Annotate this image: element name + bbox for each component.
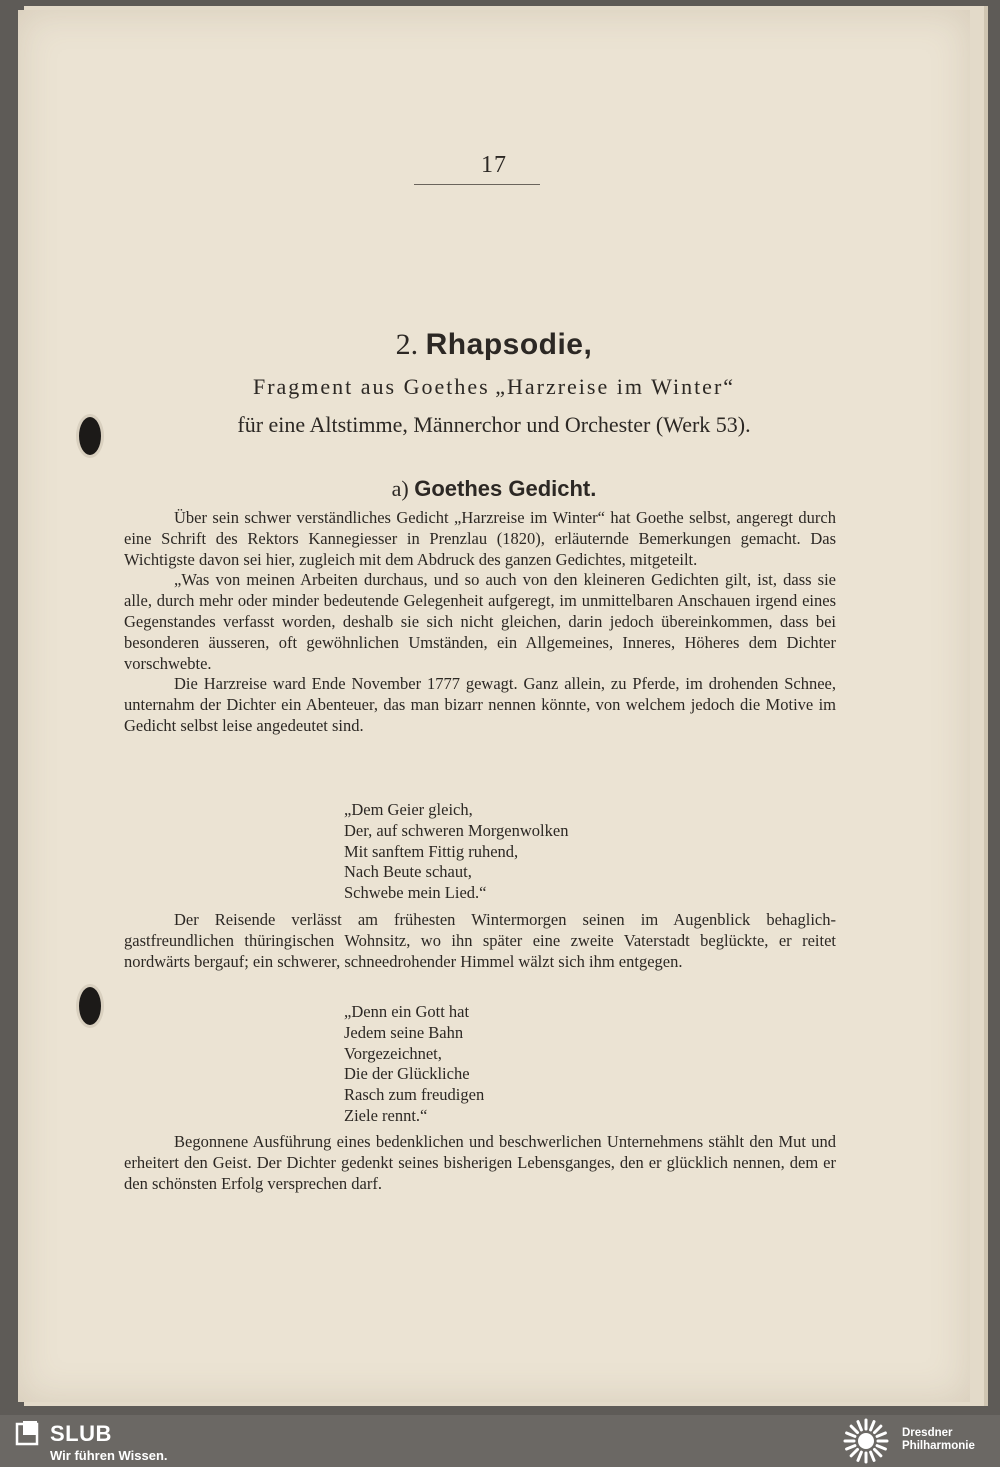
- poem-line: Die der Glückliche: [344, 1064, 470, 1084]
- philharmonie-logo-icon: [842, 1417, 890, 1465]
- poem-line: Ziele rennt.“: [344, 1105, 428, 1125]
- page-number-rule: [414, 184, 540, 185]
- section-label: a): [391, 476, 409, 501]
- title-word: Rhapsodie,: [425, 328, 593, 361]
- page-title: [18, 328, 970, 362]
- slub-tagline: Wir führen Wissen.: [50, 1448, 168, 1463]
- section-title: Goethes Gedicht.: [414, 476, 597, 501]
- slub-name: SLUB: [50, 1421, 112, 1446]
- body-block-2: [124, 910, 836, 972]
- title-number: 2.: [395, 328, 419, 361]
- paragraph: Begonnene Ausführung eines bedenklichen und beschwerlichen Unternehmens stählt den Mut und erheitert den Geist. Der Dichter gedenkt seines bisherigen Lebensganges, den er glücklich nennen, dem er den schönsten Erfolg versprechen darf.: [124, 1132, 836, 1193]
- poem-line: Rasch zum freudigen: [344, 1085, 485, 1105]
- poem-line: Nach Beute schaut,: [344, 862, 472, 882]
- poem-line: Vorgezeichnet,: [344, 1043, 442, 1063]
- body-block-1: [124, 508, 836, 737]
- philharmonie-name: [902, 1427, 975, 1453]
- subtitle-quote: „Harzreise im Winter“: [495, 374, 736, 399]
- punch-hole-bottom: [76, 984, 104, 1028]
- section-heading: [18, 476, 970, 502]
- poem-stanza-1: [344, 800, 568, 904]
- subtitle-line-2: für eine Altstimme, Männerchor und Orchester (Werk 53).: [237, 412, 751, 437]
- subtitle-prefix: Fragment aus Goethes: [252, 374, 490, 399]
- paragraph: „Was von meinen Arbeiten durchaus, und so auch von den kleineren Gedichten gilt, ist, dass sie alle, durch mehr oder minder bedeutende Gelegenheit aufgeregt, im unmittelbaren Anschauen irgend eines Gegenstandes verfasst worden, deshalb sie sich nicht gleichen, darin jedoch übereinkommen, dass bei besonderen äusseren, oft gewöhnlichen Umständen, ein Allgemeines, Inneres, Höheres dem Dichter vorschwebte.: [124, 570, 836, 673]
- poem-line: Jedem seine Bahn: [344, 1022, 464, 1042]
- paragraph: Der Reisende verlässt am frühesten Wintermorgen seinen im Augenblick behaglich-gastfreundlichen thüringischen Wohnsitz, wo ihn später eine zweite Vaterstadt beglückte, er reitet nordwärts bergauf; ein schwerer, schneedrohender Himmel wälzt sich ihm entgegen.: [124, 910, 836, 971]
- footer-bar: [0, 1415, 1000, 1467]
- philharmonie-line-2: Philharmonie: [902, 1440, 975, 1452]
- page-number: 17: [481, 152, 507, 178]
- document-page: [18, 10, 970, 1402]
- poem-stanza-2: [344, 1002, 484, 1127]
- philharmonie-line-1: Dresdner: [902, 1427, 953, 1439]
- paragraph: Über sein schwer verständliches Gedicht „Harzreise im Winter“ hat Goethe selbst, angeregt durch eine Schrift des Rektors Kannegiesser in Prenzlau (1820), erläuternde Bemerkungen gemacht. Das Wichtigste davon sei hier, zugleich mit dem Abdruck des ganzen Gedichtes, mitgeteilt.: [124, 508, 836, 569]
- paragraph: Die Harzreise ward Ende November 1777 gewagt. Ganz allein, zu Pferde, im drohenden Schnee, unternahm der Dichter ein Abenteuer, das man bizarr nennen könnte, von welchem jedoch die Motive im Gedicht selbst leise angedeutet sind.: [124, 674, 836, 735]
- poem-line: „Dem Geier gleich,: [344, 800, 473, 819]
- body-block-3: [124, 1132, 836, 1194]
- poem-line: Schwebe mein Lied.“: [344, 883, 487, 903]
- subtitle-line-1: [18, 374, 970, 400]
- poem-line: Der, auf schweren Morgenwolken: [344, 820, 569, 840]
- poem-line: „Denn ein Gott hat: [344, 1002, 470, 1021]
- slub-logo-icon: [14, 1421, 40, 1447]
- poem-line: Mit sanftem Fittig ruhend,: [344, 841, 519, 861]
